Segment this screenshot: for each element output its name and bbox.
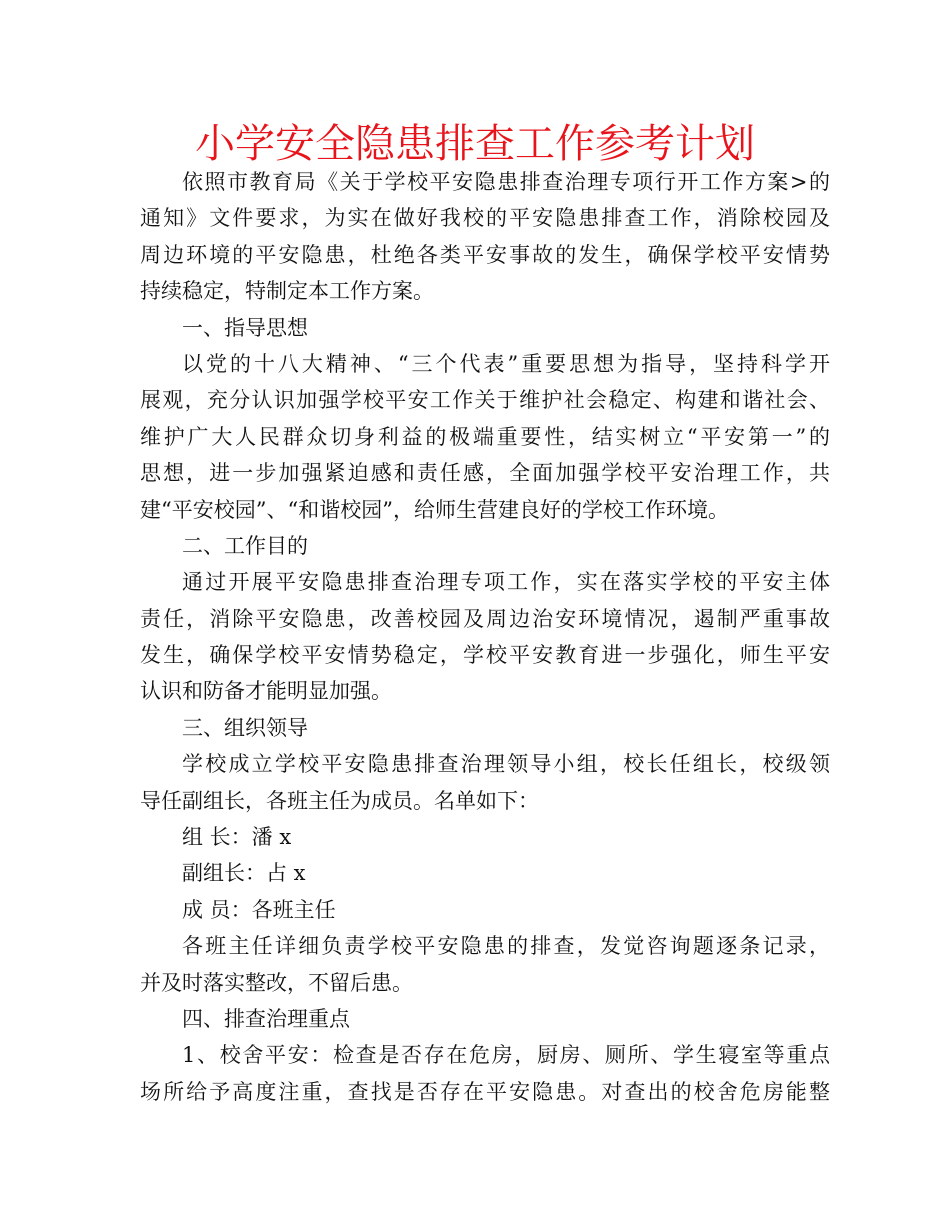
paragraph-line: 成 员：各班主任 [182, 897, 336, 922]
paragraph-line: 展观，充分认识加强学校平安工作关于维护社会稳定、构建和谐社会、 [140, 388, 830, 413]
paragraph-line: 以党的十八大精神、“三个代表”重要思想为指导，坚持科学开 [182, 351, 830, 376]
paragraph-line: 依照市教育局《关于学校平安隐患排查治理专项行开工作方案>的 [182, 170, 830, 194]
paragraph-line: 通过开展平安隐患排查治理专项工作，实在落实学校的平安主体 [182, 570, 830, 595]
paragraph-line: 建“平安校园”、“和谐校园”，给师生营建良好的学校工作环境。 [140, 497, 729, 522]
paragraph-line: 思想，进一步加强紧迫感和责任感，全面加强学校平安治理工作，共 [140, 461, 830, 486]
paragraph-line: 维护广大人民群众切身利益的极端重要性，结实树立“平安第一”的 [140, 424, 830, 449]
paragraph-line: 副组长：占 x [182, 861, 306, 886]
paragraph-line: 二、工作目的 [182, 533, 308, 558]
paragraph-line: 导任副组长，各班主任为成员。名单如下： [140, 788, 539, 813]
paragraph-line: 各班主任详细负责学校平安隐患的排查，发觉咨询题逐条记录， [182, 934, 830, 959]
paragraph-line: 发生，确保学校平安情势稳定，学校平安教育进一步强化，师生平安 [140, 643, 830, 668]
paragraph-line: 一、指导思想 [182, 315, 308, 340]
paragraph-line: 责任，消除平安隐患，改善校园及周边治安环境情况，遏制严重事故 [140, 606, 830, 631]
paragraph-line: 并及时落实整改，不留后患。 [140, 970, 413, 995]
paragraph-line: 通知》文件要求，为实在做好我校的平安隐患排查工作，消除校园及 [140, 206, 830, 231]
paragraph-line: 组 长：潘 x [182, 825, 292, 850]
paragraph-line: 持续稳定，特制定本工作方案。 [140, 279, 434, 304]
paragraph-line: 四、排查治理重点 [182, 1006, 350, 1031]
document-title: 小学安全隐患排查工作参考计划 [195, 121, 755, 167]
paragraph-line: 学校成立学校平安隐患排查治理领导小组，校长任组长，校级领 [182, 752, 830, 777]
paragraph-line: 1、校舍平安：检查是否存在危房，厨房、厕所、学生寝室等重点 [182, 1043, 830, 1068]
paragraph-line: 认识和防备才能明显加强。 [140, 679, 392, 704]
document-body [140, 164, 830, 1110]
paragraph-line: 周边环境的平安隐患，杜绝各类平安事故的发生，确保学校平安情势 [140, 242, 830, 267]
paragraph-line: 场所给予高度注重，查找是否存在平安隐患。对查出的校舍危房能整 [140, 1079, 830, 1104]
paragraph-line: 三、组织领导 [182, 715, 308, 740]
